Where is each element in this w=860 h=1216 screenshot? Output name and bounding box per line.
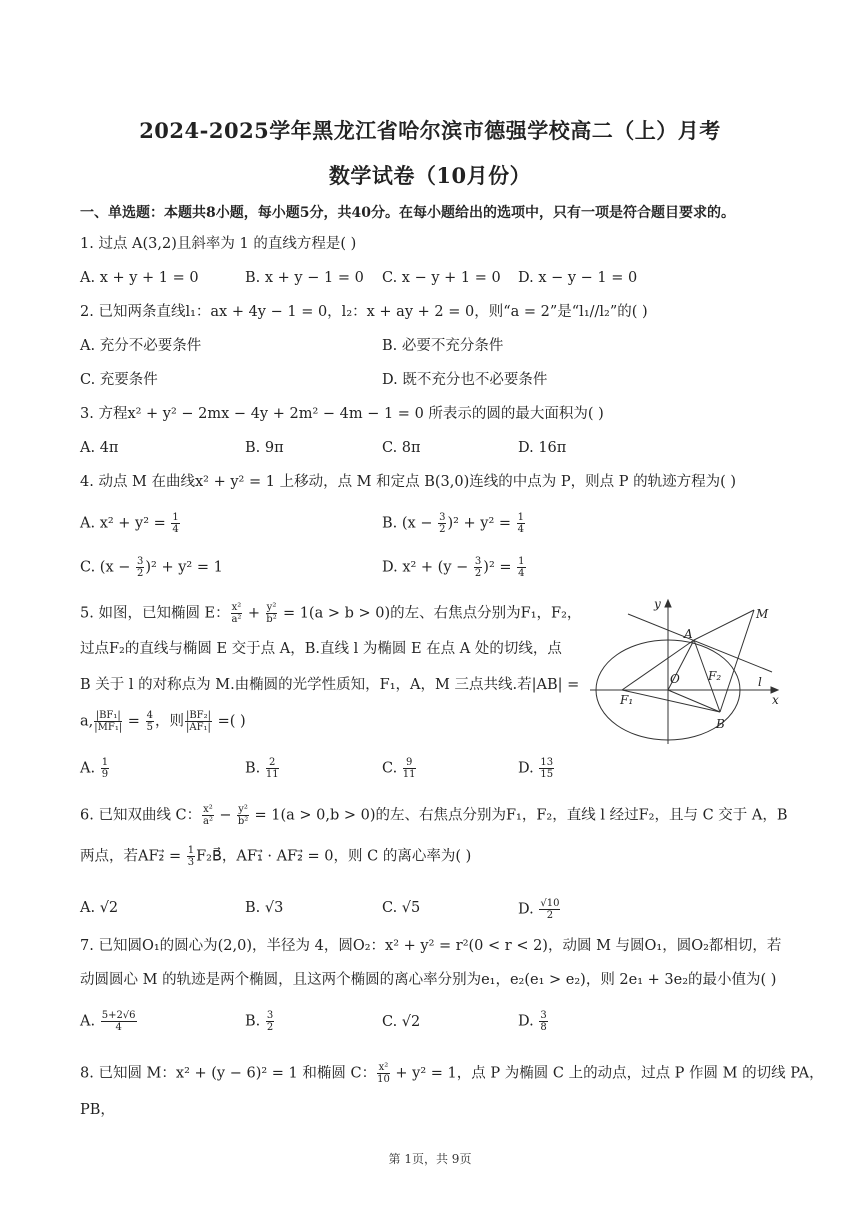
q7-option-d: D. $\frac{3}{8}$ xyxy=(518,1010,547,1033)
label-x: x xyxy=(772,693,779,707)
segment-o-b xyxy=(668,690,720,712)
title-line-1: 2024-2025学年黑龙江省哈尔滨市德强学校高二（上）月考 xyxy=(139,118,721,143)
q4-c-text: C. (x − xyxy=(80,559,135,576)
label-f2: F₂ xyxy=(708,669,722,683)
q6-option-a: A. √2 xyxy=(80,900,119,916)
q6-line-1: 6. 已知双曲线 C： $\frac{\text{x²}}{\text{a²}}$ − $\frac{\text{y²}}{\text{b²}}$ = 1(a > 0,b > 0)的左、右焦点分别为F₁，F₂，直线 l 经过F₂，且与 C 交于 A，B xyxy=(80,804,788,827)
q4-d-fraction-1: $\frac{3}{2}$ xyxy=(474,556,482,579)
q4-option-b: B. (x − $\frac{3}{2}$ )² + y² = $\frac{1}{4}$ xyxy=(382,512,525,535)
q5-option-a: A. $\frac{1}{9}$ xyxy=(80,757,109,780)
segment-f1-b xyxy=(622,690,720,712)
q2-option-c: C. 充要条件 xyxy=(80,372,158,388)
q7-option-a: A. $\frac{5+2√6}{4}$ xyxy=(80,1010,136,1033)
y-axis-arrow-icon xyxy=(665,600,671,607)
q6-option-d: D. $\frac{√10}{2}$ xyxy=(518,898,560,921)
q4-d-fraction-2: $\frac{1}{4}$ xyxy=(518,556,525,579)
title-line-2: 数学试卷（10月份） xyxy=(328,163,532,188)
section-heading: 一、单选题：本题共8小题，每小题5分，共40分。在每小题给出的选项中，只有一项是符合题目要求的。 xyxy=(80,205,735,221)
q1-option-c: C. x − y + 1 = 0 xyxy=(382,270,501,286)
q4-a-fraction: $\frac{1}{4}$ xyxy=(172,512,179,535)
q7-option-b: B. $\frac{3}{2}$ xyxy=(245,1010,274,1033)
q5-line-1: 5. 如图，已知椭圆 E： $\frac{\text{x²}}{\text{a²}}$ + $\frac{\text{y²}}{\text{b²}}$ = 1(a > b > 0)的左、右焦点分别为F₁，F₂， xyxy=(80,602,582,625)
q7-line-1: 7. 已知圆O₁的圆心为(2,0)，半径为 4，圆O₂：x² + y² = r²(0 < r < 2)，动圆 M 与圆O₁，圆O₂都相切，若 xyxy=(80,938,782,954)
q4-stem: 4. 动点 M 在曲线x² + y² = 1 上移动，点 M 和定点 B(3,0)连线的中点为 P，则点 P 的轨迹方程为( ) xyxy=(80,474,737,490)
q4-d-text: D. x² + (y − xyxy=(382,559,473,576)
q2-option-d: D. 既不充分也不必要条件 xyxy=(382,372,548,388)
q7-line-2: 动圆圆心 M 的轨迹是两个椭圆，且这两个椭圆的离心率分别为e₁，e₂(e₁ > e₂)，则 2e₁ + 3e₂的最小值为( ) xyxy=(80,972,777,988)
label-b: B xyxy=(716,717,725,731)
q4-b-fraction-2: $\frac{1}{4}$ xyxy=(517,512,525,535)
q3-stem: 3. 方程x² + y² − 2mx − 4y + 2m² − 4m − 1 = 0 所表示的圆的最大面积为( ) xyxy=(80,406,604,422)
q5-ellipse-figure xyxy=(586,594,786,754)
q4-option-d: D. x² + (y − $\frac{3}{2}$ )² = $\frac{1}{4}$ xyxy=(382,556,525,579)
q7-option-c: C. √2 xyxy=(382,1014,421,1030)
segment-f1-a xyxy=(622,640,694,690)
q4-c-fraction: $\frac{3}{2}$ xyxy=(137,556,144,579)
q6-option-b: B. √3 xyxy=(245,900,284,916)
q6-line-2: 两点，若AF₂⃗ = $\frac{1}{3}$ F₂B⃗，AF₁⃗ · AF₂⃗ = 0，则 C 的离心率为( ) xyxy=(80,845,472,868)
q1-stem: 1. 过点 A(3,2)且斜率为 1 的直线方程是( ) xyxy=(80,236,357,252)
q8-line-2: PB， xyxy=(80,1102,115,1118)
q2-option-b: B. 必要不充分条件 xyxy=(382,338,504,354)
q1-option-a: A. x + y + 1 = 0 xyxy=(80,270,199,286)
q1-option-b: B. x + y − 1 = 0 xyxy=(245,270,364,286)
q5-line-4: a, $\frac{\text{|BF₁|}}{\text{|MF₁|}}$ = $\frac{4}{5}$ ，则 $\frac{\text{|BF₂|}}{\text{|AF₁|}}$ =( ) xyxy=(80,710,246,733)
q4-option-a xyxy=(80,512,181,535)
q5-line-3: B 关于 l 的对称点为 M.由椭圆的光学性质知，F₁，A，M 三点共线.若|AB| = xyxy=(80,677,580,693)
q8-line-1: 8. 已知圆 M：x² + (y − 6)² = 1 和椭圆 C： $\frac{\text{x²}}{10}$ + y² = 1，点 P 为椭圆 C 上的动点，过点 P 作圆 M 的切线 PA， xyxy=(80,1062,824,1085)
label-y: y xyxy=(654,597,661,611)
q5-option-c: C. $\frac{9}{11}$ xyxy=(382,757,416,780)
q5-line-2: 过点F₂的直线与椭圆 E 交于点 A，B.直线 l 为椭圆 E 在点 A 处的切线，点 xyxy=(80,641,562,657)
q2-option-a: A. 充分不必要条件 xyxy=(80,338,202,354)
q5-option-d: D. $\frac{13}{15}$ xyxy=(518,757,554,780)
q6-option-c: C. √5 xyxy=(382,900,421,916)
label-a: A xyxy=(684,627,693,641)
q4-b-fraction-1: $\frac{3}{2}$ xyxy=(439,512,446,535)
label-f1: F₁ xyxy=(620,693,634,707)
q3-option-a: A. 4π xyxy=(80,440,119,456)
q3-option-c: C. 8π xyxy=(382,440,421,456)
q3-option-b: B. 9π xyxy=(245,440,284,456)
q4-a-text: A. x² + y² = xyxy=(80,515,171,532)
q4-option-c: C. (x − $\frac{3}{2}$ )² + y² = 1 xyxy=(80,556,223,579)
label-m: M xyxy=(756,607,769,621)
label-o: O xyxy=(670,672,680,686)
q1-option-d: D. x − y − 1 = 0 xyxy=(518,270,638,286)
q4-b-text: B. (x − xyxy=(382,515,438,532)
tangent-line-l xyxy=(628,614,772,672)
q3-option-d: D. 16π xyxy=(518,440,567,456)
q5-option-b: B. $\frac{2}{11}$ xyxy=(245,757,279,780)
segment-b-m xyxy=(720,610,754,712)
label-l: l xyxy=(758,675,762,689)
page-footer: 第 1页，共 9页 xyxy=(388,1152,472,1166)
q2-stem: 2. 已知两条直线l₁：ax + 4y − 1 = 0，l₂：x + ay + 2 = 0，则“a = 2”是“l₁//l₂”的( ) xyxy=(80,304,648,320)
